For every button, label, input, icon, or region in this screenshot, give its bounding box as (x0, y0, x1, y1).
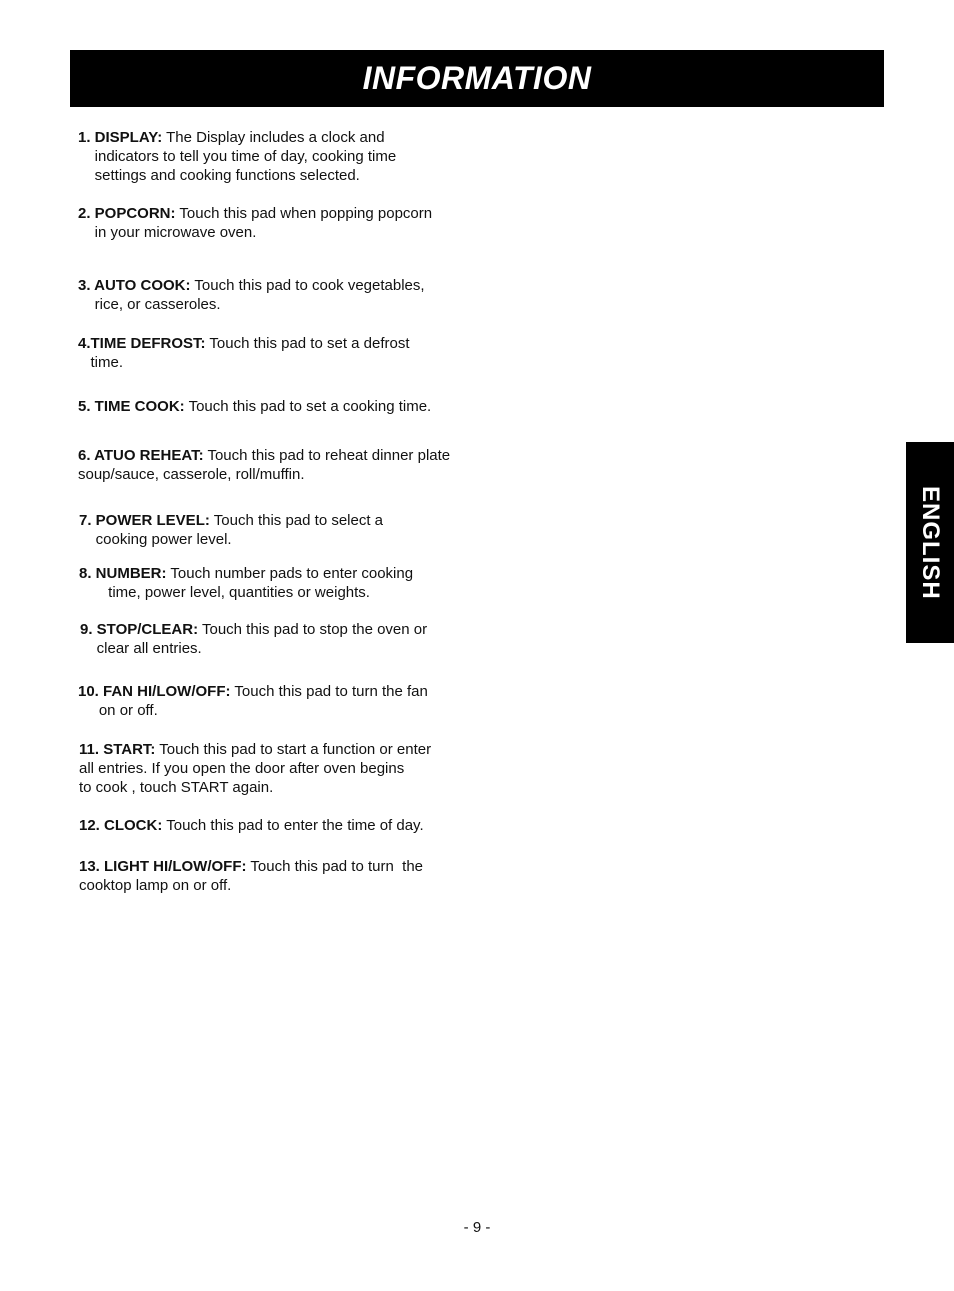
item-description: Touch this pad to turn the fan on or off. (98, 683, 428, 719)
item-term: 1. DISPLAY: (78, 129, 163, 146)
item-description: Touch this pad when popping popcorn in your microwave oven. (94, 205, 433, 241)
item-description: Touch this pad to select a cooking power level. (95, 512, 384, 548)
item-term: 3. AUTO COOK: (78, 277, 191, 294)
info-item-light (79, 857, 499, 895)
item-description: Touch this pad to set a defrost time. (90, 335, 410, 371)
item-description: Touch this pad to enter the time of day. (162, 817, 424, 834)
item-description: Touch this pad to start a function or enter all entries. If you open the door after oven begins to cook , touch START again. (79, 741, 432, 796)
info-item-auto-reheat (78, 446, 498, 484)
page-number: - 9 - (463, 1219, 491, 1236)
item-term: 10. FAN HI/LOW/OFF: (78, 683, 231, 700)
item-description: The Display includes a clock and indicators to tell you time of day, cooking time settings and cooking functions selected. (94, 129, 397, 184)
item-description: Touch this pad to reheat dinner plate soup/sauce, casserole, roll/muffin. (78, 447, 451, 483)
item-description: Touch number pads to enter cooking time, power level, quantities or weights. (108, 565, 414, 601)
info-item-fan (78, 682, 498, 720)
item-term: 11. START: (79, 741, 156, 758)
item-description: Touch this pad to set a cooking time. (184, 398, 432, 415)
item-term: 12. CLOCK: (79, 817, 163, 834)
info-item-number (79, 564, 499, 602)
info-item-display (78, 128, 498, 185)
page-title: INFORMATION (362, 60, 592, 96)
item-term: 2. POPCORN: (78, 205, 176, 222)
item-description: Touch this pad to turn the cooktop lamp on or off. (79, 858, 424, 894)
item-term: 8. NUMBER: (79, 565, 167, 582)
item-term: 9. STOP/CLEAR: (80, 621, 199, 638)
item-term: 7. POWER LEVEL: (79, 512, 210, 529)
info-item-stop-clear (80, 620, 500, 658)
item-description: Touch this pad to stop the oven or clear all entries. (96, 621, 428, 657)
info-item-start (79, 740, 499, 797)
info-item-time-cook (78, 397, 498, 416)
info-item-popcorn (78, 204, 498, 242)
info-item-power-level (79, 511, 499, 549)
item-term: 6. ATUO REHEAT: (78, 447, 204, 464)
info-item-time-defrost (78, 334, 498, 372)
info-item-clock (79, 816, 499, 835)
item-term: 4.TIME DEFROST: (78, 335, 206, 352)
language-tab (906, 442, 954, 643)
section-header-bar (70, 50, 884, 107)
language-tab-label: ENGLISH (917, 485, 944, 600)
item-description: Touch this pad to cook vegetables, rice, or casseroles. (94, 277, 425, 313)
info-item-auto-cook (78, 276, 498, 314)
item-term: 5. TIME COOK: (78, 398, 185, 415)
item-term: 13. LIGHT HI/LOW/OFF: (79, 858, 247, 875)
